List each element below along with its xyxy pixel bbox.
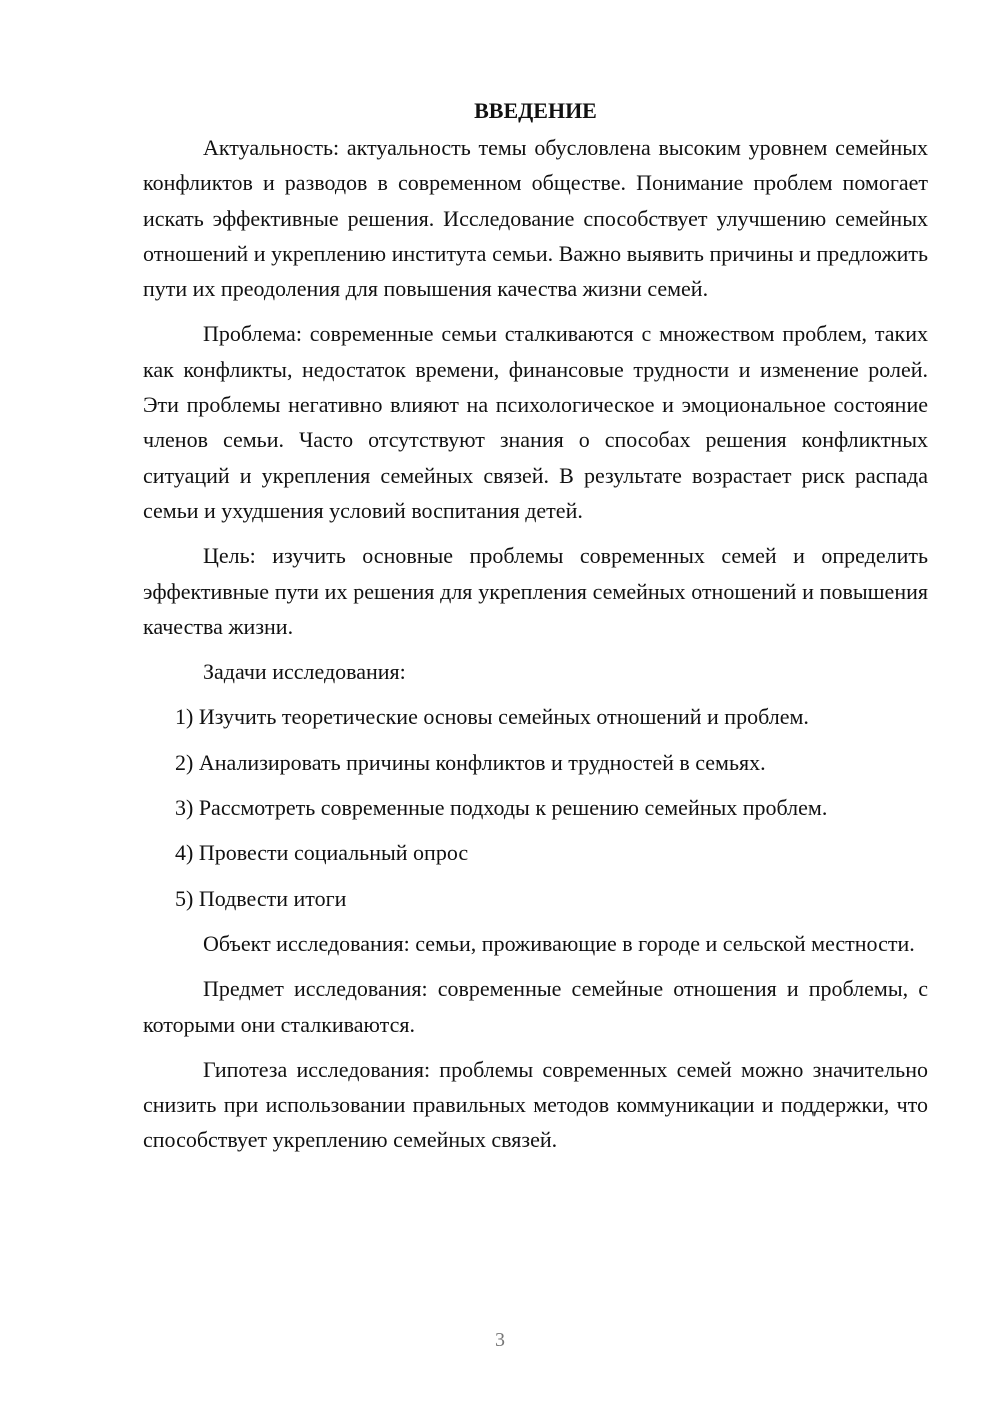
relevance-paragraph: Актуальность: актуальность темы обусловлена высоким уровнем семейных конфликтов и разводов в современном обществе. Понимание проблем помогает искать эффективные решения. Исследование способствует улучшению семейных отношений и укреплению института семьи. Важно выявить причины и предложить пути их преодоления для повышения качества жизни семей. [143, 135, 928, 302]
task-item-2: 2) Анализировать причины конфликтов и трудностей в семьях. [175, 749, 766, 775]
hypothesis-paragraph: Гипотеза исследования: проблемы современных семей можно значительно снизить при использовании правильных методов коммуникации и поддержки, что способствует укреплению семейных связей. [143, 1056, 928, 1153]
object-paragraph: Объект исследования: семьи, проживающие в городе и сельской местности. [203, 930, 915, 956]
task-item-3: 3) Рассмотреть современные подходы к решению семейных проблем. [175, 795, 828, 821]
page-number: 3 [495, 1329, 505, 1351]
goal-paragraph: Цель: изучить основные проблемы современных семей и определить эффективные пути их решения для укрепления семейных отношений и повышения качества жизни. [143, 543, 928, 639]
tasks-heading: Задачи исследования: [203, 659, 406, 685]
section-title: ВВЕДЕНИЕ [474, 98, 597, 123]
subject-paragraph: Предмет исследования: современные семейные отношения и проблемы, с которыми они сталкиваются. [143, 976, 928, 1037]
page-content [143, 93, 928, 1168]
problem-paragraph: Проблема: современные семьи сталкиваются с множеством проблем, таких как конфликты, недостаток времени, финансовые трудности и изменение ролей. Эти проблемы негативно влияют на психологическое и эмоциональное состояние членов семьи. Часто отсутствуют знания о способах решения конфликтных ситуаций и укрепления семейных связей. В результате возрастает риск распада семьи и ухудшения условий воспитания детей. [143, 321, 928, 523]
task-item-5: 5) Подвести итоги [175, 885, 347, 911]
task-item-1: 1) Изучить теоретические основы семейных отношений и проблем. [175, 704, 809, 730]
task-item-4: 4) Провести социальный опрос [175, 840, 469, 866]
